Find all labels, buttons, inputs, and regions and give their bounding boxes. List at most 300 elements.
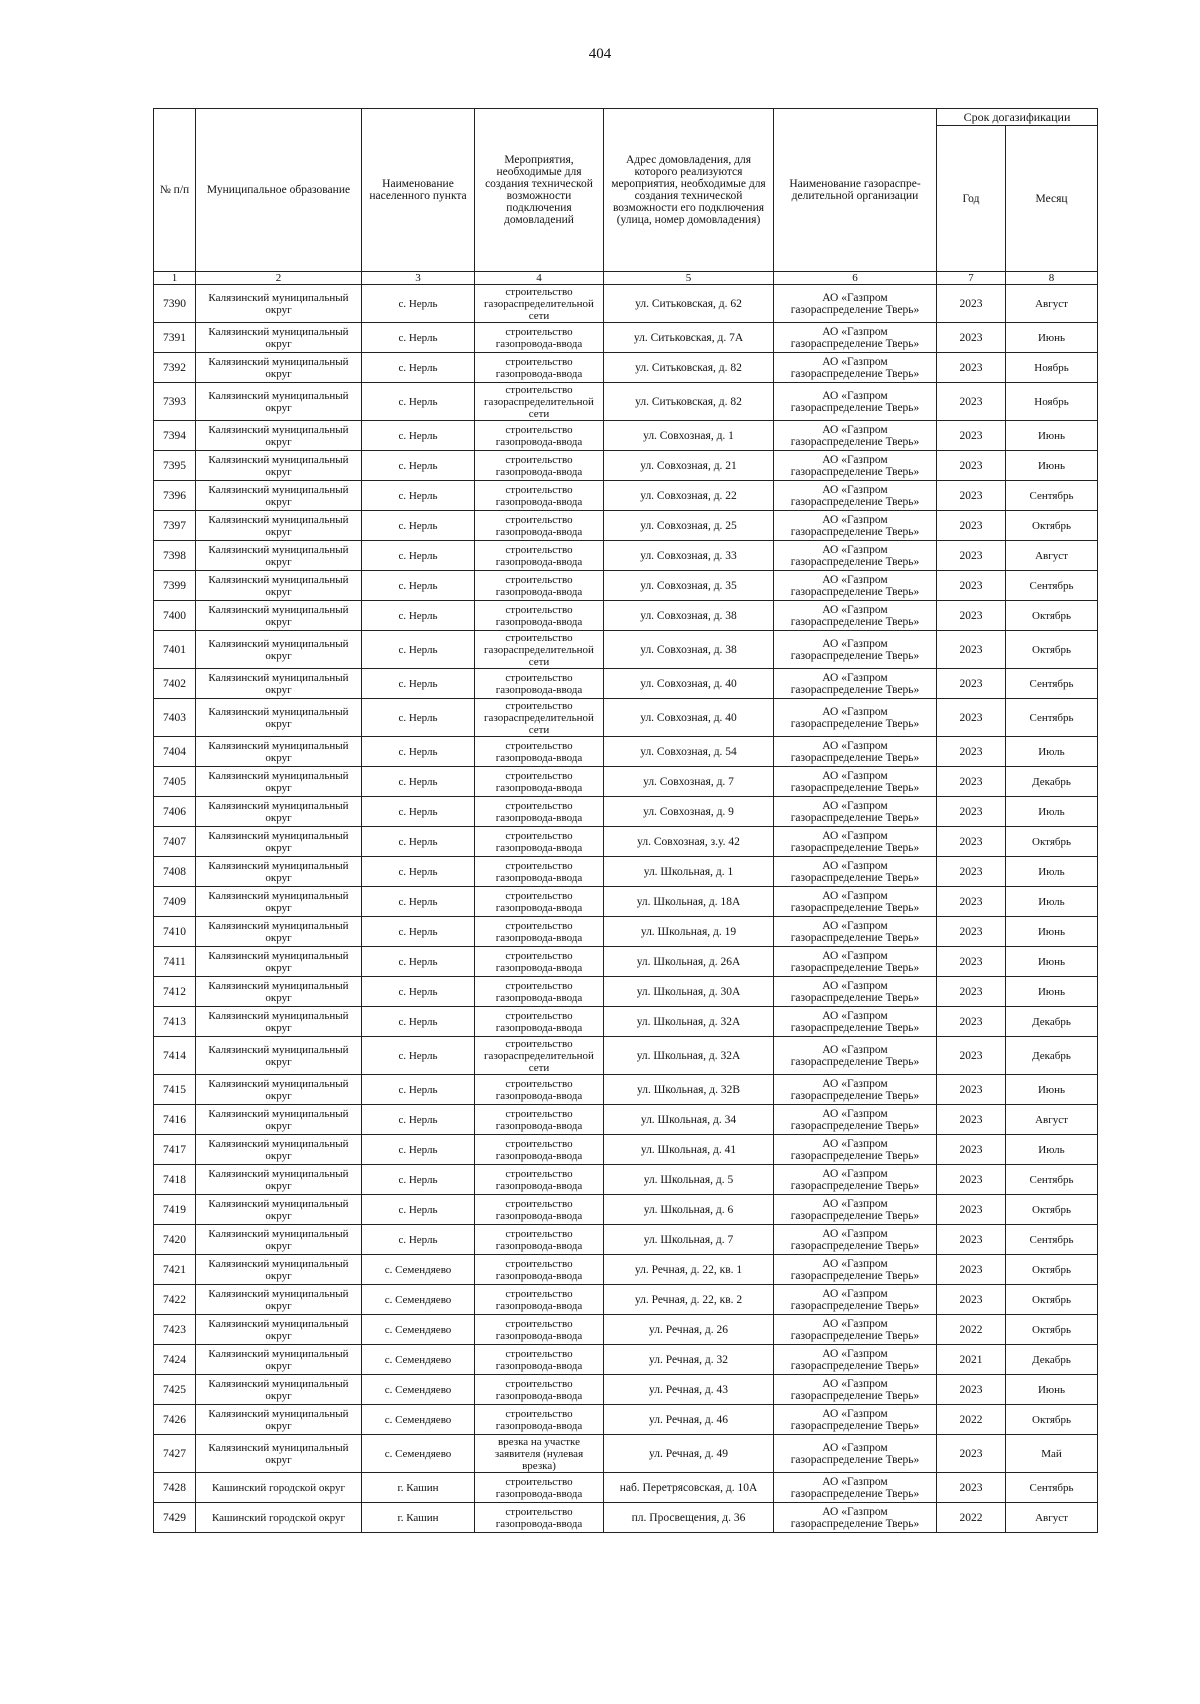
municipality-cell: Калязинский муниципальный округ <box>196 353 362 383</box>
month-cell: Май <box>1006 1435 1098 1473</box>
settlement-cell: с. Нерль <box>362 631 475 669</box>
year-cell: 2023 <box>937 1255 1006 1285</box>
row-number: 7425 <box>154 1375 196 1405</box>
year-cell: 2023 <box>937 977 1006 1007</box>
row-number: 7395 <box>154 451 196 481</box>
row-number: 7420 <box>154 1225 196 1255</box>
row-number: 7392 <box>154 353 196 383</box>
settlement-cell: с. Нерль <box>362 827 475 857</box>
activity-cell: строительство газопровода-ввода <box>475 1315 604 1345</box>
municipality-cell: Калязинский муниципальный округ <box>196 977 362 1007</box>
year-cell: 2023 <box>937 353 1006 383</box>
municipality-cell: Калязинский муниципальный округ <box>196 947 362 977</box>
table-row <box>154 947 1098 977</box>
address-cell: ул. Школьная, д. 32В <box>604 1075 774 1105</box>
year-cell: 2023 <box>937 421 1006 451</box>
table-row <box>154 1315 1098 1345</box>
organization-cell: АО «Газпром газораспределение Тверь» <box>774 421 937 451</box>
column-number-row <box>154 272 1098 285</box>
address-cell: ул. Речная, д. 46 <box>604 1405 774 1435</box>
table-row <box>154 917 1098 947</box>
municipality-cell: Калязинский муниципальный округ <box>196 767 362 797</box>
month-cell: Ноябрь <box>1006 383 1098 421</box>
column-number: 1 <box>154 272 196 285</box>
table-row <box>154 511 1098 541</box>
settlement-cell: с. Нерль <box>362 323 475 353</box>
organization-cell: АО «Газпром газораспределение Тверь» <box>774 1345 937 1375</box>
table-row <box>154 767 1098 797</box>
organization-cell: АО «Газпром газораспределение Тверь» <box>774 1105 937 1135</box>
municipality-cell: Калязинский муниципальный округ <box>196 1255 362 1285</box>
address-cell: ул. Речная, д. 26 <box>604 1315 774 1345</box>
municipality-cell: Калязинский муниципальный округ <box>196 737 362 767</box>
row-number: 7390 <box>154 285 196 323</box>
month-cell: Октябрь <box>1006 827 1098 857</box>
organization-cell: АО «Газпром газораспределение Тверь» <box>774 947 937 977</box>
organization-cell: АО «Газпром газораспределение Тверь» <box>774 737 937 767</box>
address-cell: ул. Ситьковская, д. 82 <box>604 383 774 421</box>
row-number: 7410 <box>154 917 196 947</box>
col-header-organization: Наименование газораспре-делительной организации <box>774 109 937 272</box>
month-cell: Август <box>1006 541 1098 571</box>
year-cell: 2023 <box>937 1435 1006 1473</box>
month-cell: Август <box>1006 1105 1098 1135</box>
month-cell: Июнь <box>1006 1075 1098 1105</box>
column-number: 3 <box>362 272 475 285</box>
row-number: 7429 <box>154 1503 196 1533</box>
year-cell: 2023 <box>937 1075 1006 1105</box>
organization-cell: АО «Газпром газораспределение Тверь» <box>774 1037 937 1075</box>
activity-cell: строительство газопровода-ввода <box>475 421 604 451</box>
settlement-cell: с. Нерль <box>362 1135 475 1165</box>
organization-cell: АО «Газпром газораспределение Тверь» <box>774 1473 937 1503</box>
row-number: 7406 <box>154 797 196 827</box>
table-row <box>154 1007 1098 1037</box>
municipality-cell: Калязинский муниципальный округ <box>196 601 362 631</box>
row-number: 7401 <box>154 631 196 669</box>
address-cell: ул. Совхозная, з.у. 42 <box>604 827 774 857</box>
activity-cell: строительство газопровода-ввода <box>475 1255 604 1285</box>
organization-cell: АО «Газпром газораспределение Тверь» <box>774 699 937 737</box>
year-cell: 2023 <box>937 285 1006 323</box>
settlement-cell: с. Нерль <box>362 1037 475 1075</box>
col-header-activities: Мероприятия, необходимые для создания технической возможности подключения домовладений <box>475 109 604 272</box>
organization-cell: АО «Газпром газораспределение Тверь» <box>774 1135 937 1165</box>
month-cell: Июль <box>1006 857 1098 887</box>
table-row <box>154 1195 1098 1225</box>
row-number: 7408 <box>154 857 196 887</box>
year-cell: 2023 <box>937 917 1006 947</box>
month-cell: Июнь <box>1006 451 1098 481</box>
organization-cell: АО «Газпром газораспределение Тверь» <box>774 887 937 917</box>
col-header-month: Месяц <box>1006 126 1098 272</box>
row-number: 7428 <box>154 1473 196 1503</box>
col-header-address: Адрес домовладения, для которого реализуются мероприятия, необходимые для создания технической возможности его подключения (улица, номер домовладения) <box>604 109 774 272</box>
municipality-cell: Калязинский муниципальный округ <box>196 857 362 887</box>
settlement-cell: с. Нерль <box>362 767 475 797</box>
organization-cell: АО «Газпром газораспределение Тверь» <box>774 1375 937 1405</box>
year-cell: 2023 <box>937 699 1006 737</box>
settlement-cell: с. Нерль <box>362 1105 475 1135</box>
column-number: 4 <box>475 272 604 285</box>
organization-cell: АО «Газпром газораспределение Тверь» <box>774 601 937 631</box>
municipality-cell: Калязинский муниципальный округ <box>196 669 362 699</box>
row-number: 7424 <box>154 1345 196 1375</box>
municipality-cell: Калязинский муниципальный округ <box>196 917 362 947</box>
month-cell: Июнь <box>1006 1375 1098 1405</box>
settlement-cell: с. Нерль <box>362 1007 475 1037</box>
organization-cell: АО «Газпром газораспределение Тверь» <box>774 1007 937 1037</box>
address-cell: ул. Школьная, д. 6 <box>604 1195 774 1225</box>
activity-cell: строительство газопровода-ввода <box>475 977 604 1007</box>
organization-cell: АО «Газпром газораспределение Тверь» <box>774 1405 937 1435</box>
row-number: 7416 <box>154 1105 196 1135</box>
year-cell: 2022 <box>937 1503 1006 1533</box>
year-cell: 2023 <box>937 541 1006 571</box>
address-cell: ул. Совхозная, д. 38 <box>604 631 774 669</box>
month-cell: Август <box>1006 285 1098 323</box>
year-cell: 2023 <box>937 887 1006 917</box>
row-number: 7413 <box>154 1007 196 1037</box>
activity-cell: строительство газопровода-ввода <box>475 827 604 857</box>
address-cell: ул. Речная, д. 43 <box>604 1375 774 1405</box>
table-row <box>154 323 1098 353</box>
table-row <box>154 737 1098 767</box>
activity-cell: строительство газопровода-ввода <box>475 1405 604 1435</box>
organization-cell: АО «Газпром газораспределение Тверь» <box>774 797 937 827</box>
municipality-cell: Калязинский муниципальный округ <box>196 1007 362 1037</box>
address-cell: ул. Ситьковская, д. 62 <box>604 285 774 323</box>
activity-cell: строительство газораспределительной сети <box>475 1037 604 1075</box>
settlement-cell: с. Семендяево <box>362 1285 475 1315</box>
settlement-cell: с. Нерль <box>362 511 475 541</box>
municipality-cell: Калязинский муниципальный округ <box>196 571 362 601</box>
year-cell: 2023 <box>937 571 1006 601</box>
municipality-cell: Калязинский муниципальный округ <box>196 1405 362 1435</box>
municipality-cell: Калязинский муниципальный округ <box>196 1037 362 1075</box>
month-cell: Октябрь <box>1006 1285 1098 1315</box>
address-cell: ул. Совхозная, д. 33 <box>604 541 774 571</box>
table-row <box>154 353 1098 383</box>
month-cell: Ноябрь <box>1006 353 1098 383</box>
table-row <box>154 1435 1098 1473</box>
year-cell: 2023 <box>937 1285 1006 1315</box>
table-row <box>154 887 1098 917</box>
year-cell: 2023 <box>937 1225 1006 1255</box>
table-row <box>154 1345 1098 1375</box>
organization-cell: АО «Газпром газораспределение Тверь» <box>774 1225 937 1255</box>
municipality-cell: Кашинский городской округ <box>196 1503 362 1533</box>
organization-cell: АО «Газпром газораспределение Тверь» <box>774 285 937 323</box>
month-cell: Октябрь <box>1006 1255 1098 1285</box>
municipality-cell: Калязинский муниципальный округ <box>196 421 362 451</box>
month-cell: Июль <box>1006 887 1098 917</box>
column-number: 5 <box>604 272 774 285</box>
month-cell: Июнь <box>1006 947 1098 977</box>
municipality-cell: Калязинский муниципальный округ <box>196 631 362 669</box>
month-cell: Сентябрь <box>1006 699 1098 737</box>
row-number: 7402 <box>154 669 196 699</box>
table-row <box>154 1135 1098 1165</box>
address-cell: ул. Школьная, д. 7 <box>604 1225 774 1255</box>
row-number: 7396 <box>154 481 196 511</box>
activity-cell: строительство газопровода-ввода <box>475 1345 604 1375</box>
column-number: 2 <box>196 272 362 285</box>
year-cell: 2023 <box>937 1195 1006 1225</box>
month-cell: Декабрь <box>1006 1007 1098 1037</box>
settlement-cell: с. Нерль <box>362 947 475 977</box>
organization-cell: АО «Газпром газораспределение Тверь» <box>774 857 937 887</box>
col-header-number: № п/п <box>154 109 196 272</box>
municipality-cell: Калязинский муниципальный округ <box>196 1105 362 1135</box>
settlement-cell: с. Нерль <box>362 797 475 827</box>
settlement-cell: с. Семендяево <box>362 1405 475 1435</box>
table-row <box>154 669 1098 699</box>
address-cell: ул. Ситьковская, д. 7А <box>604 323 774 353</box>
table-row <box>154 1165 1098 1195</box>
activity-cell: строительство газопровода-ввода <box>475 481 604 511</box>
activity-cell: строительство газопровода-ввода <box>475 767 604 797</box>
municipality-cell: Калязинский муниципальный округ <box>196 797 362 827</box>
activity-cell: строительство газопровода-ввода <box>475 1165 604 1195</box>
row-number: 7418 <box>154 1165 196 1195</box>
activity-cell: строительство газопровода-ввода <box>475 1007 604 1037</box>
year-cell: 2023 <box>937 1473 1006 1503</box>
settlement-cell: с. Нерль <box>362 977 475 1007</box>
address-cell: ул. Речная, д. 22, кв. 2 <box>604 1285 774 1315</box>
settlement-cell: г. Кашин <box>362 1473 475 1503</box>
organization-cell: АО «Газпром газораспределение Тверь» <box>774 669 937 699</box>
organization-cell: АО «Газпром газораспределение Тверь» <box>774 353 937 383</box>
settlement-cell: с. Нерль <box>362 383 475 421</box>
municipality-cell: Калязинский муниципальный округ <box>196 323 362 353</box>
municipality-cell: Калязинский муниципальный округ <box>196 887 362 917</box>
settlement-cell: с. Семендяево <box>362 1255 475 1285</box>
table-row <box>154 827 1098 857</box>
table-row <box>154 481 1098 511</box>
row-number: 7400 <box>154 601 196 631</box>
activity-cell: строительство газопровода-ввода <box>475 323 604 353</box>
settlement-cell: с. Нерль <box>362 421 475 451</box>
organization-cell: АО «Газпром газораспределение Тверь» <box>774 1195 937 1225</box>
municipality-cell: Калязинский муниципальный округ <box>196 1315 362 1345</box>
municipality-cell: Калязинский муниципальный округ <box>196 1285 362 1315</box>
year-cell: 2023 <box>937 1007 1006 1037</box>
address-cell: пл. Просвещения, д. 36 <box>604 1503 774 1533</box>
year-cell: 2023 <box>937 947 1006 977</box>
table-row <box>154 601 1098 631</box>
col-header-settlement: Наименование населенного пункта <box>362 109 475 272</box>
table-row <box>154 1375 1098 1405</box>
row-number: 7417 <box>154 1135 196 1165</box>
address-cell: ул. Школьная, д. 41 <box>604 1135 774 1165</box>
organization-cell: АО «Газпром газораспределение Тверь» <box>774 383 937 421</box>
activity-cell: строительство газопровода-ввода <box>475 541 604 571</box>
year-cell: 2023 <box>937 511 1006 541</box>
address-cell: ул. Совхозная, д. 35 <box>604 571 774 601</box>
column-number: 6 <box>774 272 937 285</box>
column-number: 7 <box>937 272 1006 285</box>
col-header-year: Год <box>937 126 1006 272</box>
table-row <box>154 631 1098 669</box>
year-cell: 2023 <box>937 669 1006 699</box>
address-cell: ул. Школьная, д. 34 <box>604 1105 774 1135</box>
table-row <box>154 1473 1098 1503</box>
organization-cell: АО «Газпром газораспределение Тверь» <box>774 1315 937 1345</box>
settlement-cell: с. Нерль <box>362 857 475 887</box>
activity-cell: врезка на участке заявителя (нулевая врезка) <box>475 1435 604 1473</box>
address-cell: ул. Совхозная, д. 9 <box>604 797 774 827</box>
month-cell: Сентябрь <box>1006 1165 1098 1195</box>
page-number: 404 <box>588 46 612 62</box>
table-row <box>154 421 1098 451</box>
table-row <box>154 1255 1098 1285</box>
activity-cell: строительство газопровода-ввода <box>475 887 604 917</box>
activity-cell: строительство газопровода-ввода <box>475 797 604 827</box>
municipality-cell: Калязинский муниципальный округ <box>196 511 362 541</box>
address-cell: ул. Совхозная, д. 7 <box>604 767 774 797</box>
year-cell: 2021 <box>937 1345 1006 1375</box>
activity-cell: строительство газопровода-ввода <box>475 917 604 947</box>
year-cell: 2022 <box>937 1405 1006 1435</box>
row-number: 7393 <box>154 383 196 421</box>
month-cell: Сентябрь <box>1006 669 1098 699</box>
row-number: 7414 <box>154 1037 196 1075</box>
address-cell: ул. Школьная, д. 32А <box>604 1007 774 1037</box>
year-cell: 2023 <box>937 601 1006 631</box>
municipality-cell: Калязинский муниципальный округ <box>196 285 362 323</box>
year-cell: 2023 <box>937 857 1006 887</box>
table-row <box>154 1405 1098 1435</box>
organization-cell: АО «Газпром газораспределение Тверь» <box>774 1503 937 1533</box>
activity-cell: строительство газораспределительной сети <box>475 285 604 323</box>
settlement-cell: с. Нерль <box>362 1225 475 1255</box>
settlement-cell: с. Нерль <box>362 541 475 571</box>
year-cell: 2023 <box>937 323 1006 353</box>
activity-cell: строительство газопровода-ввода <box>475 601 604 631</box>
table-row <box>154 797 1098 827</box>
row-number: 7394 <box>154 421 196 451</box>
municipality-cell: Калязинский муниципальный округ <box>196 1195 362 1225</box>
activity-cell: строительство газопровода-ввода <box>475 1105 604 1135</box>
settlement-cell: с. Семендяево <box>362 1315 475 1345</box>
month-cell: Октябрь <box>1006 1405 1098 1435</box>
table-row <box>154 1285 1098 1315</box>
table-row <box>154 1503 1098 1533</box>
organization-cell: АО «Газпром газораспределение Тверь» <box>774 1435 937 1473</box>
settlement-cell: г. Кашин <box>362 1503 475 1533</box>
settlement-cell: с. Нерль <box>362 917 475 947</box>
settlement-cell: с. Нерль <box>362 699 475 737</box>
row-number: 7421 <box>154 1255 196 1285</box>
address-cell: ул. Речная, д. 22, кв. 1 <box>604 1255 774 1285</box>
activity-cell: строительство газопровода-ввода <box>475 1225 604 1255</box>
organization-cell: АО «Газпром газораспределение Тверь» <box>774 481 937 511</box>
table-row <box>154 699 1098 737</box>
table-row <box>154 571 1098 601</box>
address-cell: ул. Речная, д. 49 <box>604 1435 774 1473</box>
municipality-cell: Калязинский муниципальный округ <box>196 451 362 481</box>
month-cell: Июнь <box>1006 977 1098 1007</box>
col-header-deadline-group: Срок догазификации <box>937 109 1098 126</box>
address-cell: ул. Совхозная, д. 22 <box>604 481 774 511</box>
activity-cell: строительство газопровода-ввода <box>475 857 604 887</box>
settlement-cell: с. Нерль <box>362 669 475 699</box>
organization-cell: АО «Газпром газораспределение Тверь» <box>774 827 937 857</box>
column-number: 8 <box>1006 272 1098 285</box>
organization-cell: АО «Газпром газораспределение Тверь» <box>774 631 937 669</box>
year-cell: 2023 <box>937 1105 1006 1135</box>
row-number: 7409 <box>154 887 196 917</box>
month-cell: Июнь <box>1006 917 1098 947</box>
settlement-cell: с. Нерль <box>362 1195 475 1225</box>
activity-cell: строительство газопровода-ввода <box>475 1135 604 1165</box>
organization-cell: АО «Газпром газораспределение Тверь» <box>774 323 937 353</box>
month-cell: Август <box>1006 1503 1098 1533</box>
gasification-table <box>153 108 1098 1533</box>
address-cell: ул. Школьная, д. 5 <box>604 1165 774 1195</box>
settlement-cell: с. Семендяево <box>362 1435 475 1473</box>
organization-cell: АО «Газпром газораспределение Тверь» <box>774 451 937 481</box>
municipality-cell: Калязинский муниципальный округ <box>196 1375 362 1405</box>
table-row <box>154 541 1098 571</box>
address-cell: ул. Школьная, д. 32А <box>604 1037 774 1075</box>
settlement-cell: с. Нерль <box>362 353 475 383</box>
month-cell: Октябрь <box>1006 601 1098 631</box>
activity-cell: строительство газопровода-ввода <box>475 737 604 767</box>
organization-cell: АО «Газпром газораспределение Тверь» <box>774 541 937 571</box>
organization-cell: АО «Газпром газораспределение Тверь» <box>774 1165 937 1195</box>
municipality-cell: Калязинский муниципальный округ <box>196 383 362 421</box>
organization-cell: АО «Газпром газораспределение Тверь» <box>774 1255 937 1285</box>
year-cell: 2023 <box>937 1037 1006 1075</box>
municipality-cell: Калязинский муниципальный округ <box>196 827 362 857</box>
activity-cell: строительство газораспределительной сети <box>475 631 604 669</box>
address-cell: ул. Совхозная, д. 21 <box>604 451 774 481</box>
settlement-cell: с. Нерль <box>362 451 475 481</box>
year-cell: 2023 <box>937 451 1006 481</box>
municipality-cell: Кашинский городской округ <box>196 1473 362 1503</box>
month-cell: Июнь <box>1006 323 1098 353</box>
municipality-cell: Калязинский муниципальный округ <box>196 1165 362 1195</box>
settlement-cell: с. Семендяево <box>362 1345 475 1375</box>
month-cell: Октябрь <box>1006 1315 1098 1345</box>
table-row <box>154 383 1098 421</box>
row-number: 7397 <box>154 511 196 541</box>
activity-cell: строительство газопровода-ввода <box>475 1503 604 1533</box>
month-cell: Сентябрь <box>1006 1473 1098 1503</box>
month-cell: Июль <box>1006 797 1098 827</box>
year-cell: 2022 <box>937 1315 1006 1345</box>
activity-cell: строительство газораспределительной сети <box>475 699 604 737</box>
municipality-cell: Калязинский муниципальный округ <box>196 541 362 571</box>
address-cell: ул. Школьная, д. 18А <box>604 887 774 917</box>
row-number: 7426 <box>154 1405 196 1435</box>
municipality-cell: Калязинский муниципальный округ <box>196 1225 362 1255</box>
municipality-cell: Калязинский муниципальный округ <box>196 699 362 737</box>
month-cell: Октябрь <box>1006 511 1098 541</box>
settlement-cell: с. Нерль <box>362 1075 475 1105</box>
activity-cell: строительство газопровода-ввода <box>475 1285 604 1315</box>
settlement-cell: с. Нерль <box>362 1165 475 1195</box>
address-cell: ул. Совхозная, д. 40 <box>604 669 774 699</box>
address-cell: ул. Школьная, д. 26А <box>604 947 774 977</box>
organization-cell: АО «Газпром газораспределение Тверь» <box>774 511 937 541</box>
row-number: 7403 <box>154 699 196 737</box>
row-number: 7391 <box>154 323 196 353</box>
month-cell: Декабрь <box>1006 1037 1098 1075</box>
year-cell: 2023 <box>937 737 1006 767</box>
